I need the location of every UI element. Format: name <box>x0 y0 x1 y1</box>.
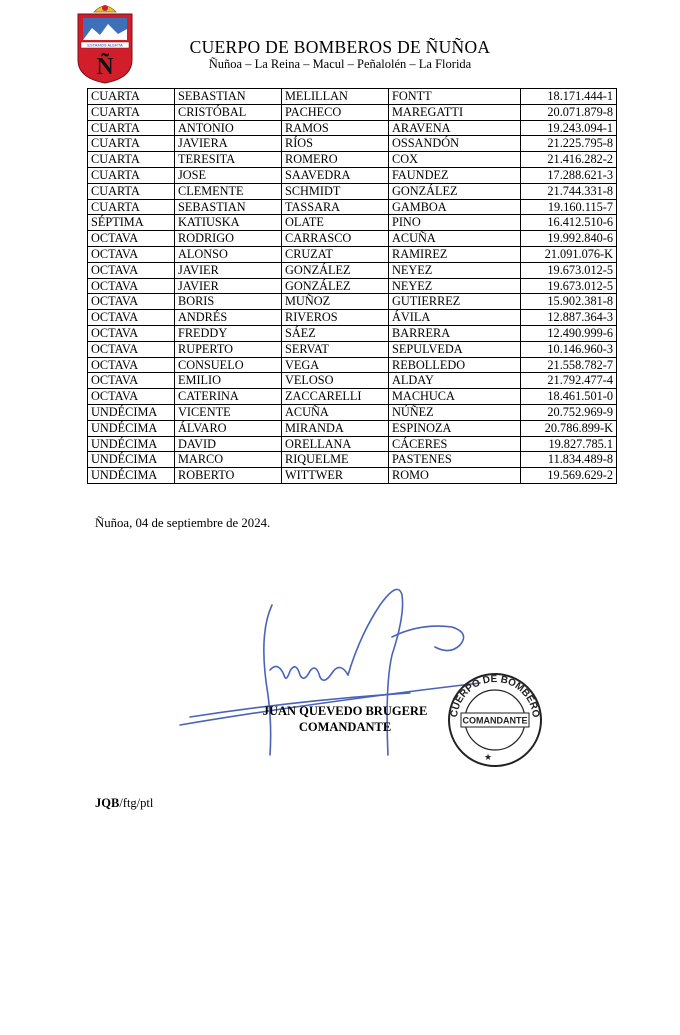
table-row <box>88 136 617 152</box>
second-last-name-cell: REBOLLEDO <box>389 357 521 373</box>
last-name-cell: GONZÁLEZ <box>282 262 389 278</box>
last-name-cell: RAMOS <box>282 120 389 136</box>
company-cell: UNDÉCIMA <box>88 420 175 436</box>
second-last-name-cell: OSSANDÓN <box>389 136 521 152</box>
table-row <box>88 120 617 136</box>
company-cell: CUARTA <box>88 152 175 168</box>
rut-cell: 17.288.621-3 <box>521 167 617 183</box>
rut-cell: 12.887.364-3 <box>521 310 617 326</box>
second-last-name-cell: NEYEZ <box>389 278 521 294</box>
rut-cell: 21.792.477-4 <box>521 373 617 389</box>
first-name-cell: ROBERTO <box>175 468 282 484</box>
initials-rest: /ftg/ptl <box>119 796 154 810</box>
initials-bold: JQB <box>95 796 120 810</box>
last-name-cell: ZACCARELLI <box>282 389 389 405</box>
table-row <box>88 89 617 105</box>
second-last-name-cell: PASTENES <box>389 452 521 468</box>
table-row <box>88 183 617 199</box>
table-row <box>88 310 617 326</box>
first-name-cell: FREDDY <box>175 325 282 341</box>
rut-cell: 19.243.094-1 <box>521 120 617 136</box>
table-row <box>88 420 617 436</box>
logo-banner-text: ESTAMOS ALERTA <box>87 42 123 48</box>
letterhead <box>140 38 540 72</box>
company-cell: OCTAVA <box>88 310 175 326</box>
company-cell: UNDÉCIMA <box>88 436 175 452</box>
company-cell: CUARTA <box>88 120 175 136</box>
last-name-cell: SERVAT <box>282 341 389 357</box>
company-cell: OCTAVA <box>88 294 175 310</box>
rut-cell: 12.490.999-6 <box>521 325 617 341</box>
company-cell: OCTAVA <box>88 246 175 262</box>
company-cell: UNDÉCIMA <box>88 452 175 468</box>
company-cell: UNDÉCIMA <box>88 404 175 420</box>
table-row <box>88 294 617 310</box>
first-name-cell: RUPERTO <box>175 341 282 357</box>
table-row <box>88 468 617 484</box>
last-name-cell: RIVEROS <box>282 310 389 326</box>
rut-cell: 19.992.840-6 <box>521 231 617 247</box>
rut-cell: 19.673.012-5 <box>521 262 617 278</box>
first-name-cell: BORIS <box>175 294 282 310</box>
rut-cell: 16.412.510-6 <box>521 215 617 231</box>
last-name-cell: ORELLANA <box>282 436 389 452</box>
stamp-center-text: COMANDANTE <box>462 715 528 726</box>
table-row <box>88 152 617 168</box>
second-last-name-cell: GUTIERREZ <box>389 294 521 310</box>
last-name-cell: CRUZAT <box>282 246 389 262</box>
last-name-cell: SAAVEDRA <box>282 167 389 183</box>
first-name-cell: ANTONIO <box>175 120 282 136</box>
rut-cell: 10.146.960-3 <box>521 341 617 357</box>
second-last-name-cell: FAUNDEZ <box>389 167 521 183</box>
table-row <box>88 452 617 468</box>
company-cell: UNDÉCIMA <box>88 468 175 484</box>
company-cell: OCTAVA <box>88 389 175 405</box>
second-last-name-cell: RAMIREZ <box>389 246 521 262</box>
table-row <box>88 246 617 262</box>
first-name-cell: ALONSO <box>175 246 282 262</box>
last-name-cell: TASSARA <box>282 199 389 215</box>
company-cell: OCTAVA <box>88 341 175 357</box>
second-last-name-cell: MAREGATTI <box>389 104 521 120</box>
company-cell: CUARTA <box>88 136 175 152</box>
table-row <box>88 357 617 373</box>
organization-name: CUERPO DE BOMBEROS DE ÑUÑOA <box>189 37 491 57</box>
communes-subtitle: Ñuñoa – La Reina – Macul – Peñalolén – La Florida <box>208 57 472 71</box>
last-name-cell: CARRASCO <box>282 231 389 247</box>
company-cell: CUARTA <box>88 104 175 120</box>
second-last-name-cell: CÁCERES <box>389 436 521 452</box>
last-name-cell: WITTWER <box>282 468 389 484</box>
last-name-cell: ACUÑA <box>282 404 389 420</box>
last-name-cell: VELOSO <box>282 373 389 389</box>
personnel-table-body <box>88 89 617 484</box>
company-cell: CUARTA <box>88 167 175 183</box>
first-name-cell: JAVIERA <box>175 136 282 152</box>
first-name-cell: SEBASTIAN <box>175 89 282 105</box>
table-row <box>88 325 617 341</box>
stamp-ring-text: CUERPO DE BOMBERO <box>449 673 542 719</box>
last-name-cell: GONZÁLEZ <box>282 278 389 294</box>
first-name-cell: RODRIGO <box>175 231 282 247</box>
rut-cell: 19.827.785.1 <box>521 436 617 452</box>
second-last-name-cell: MACHUCA <box>389 389 521 405</box>
company-cell: OCTAVA <box>88 231 175 247</box>
handwritten-signature <box>160 575 493 770</box>
rut-cell: 21.744.331-8 <box>521 183 617 199</box>
second-last-name-cell: SEPULVEDA <box>389 341 521 357</box>
first-name-cell: CATERINA <box>175 389 282 405</box>
second-last-name-cell: ACUÑA <box>389 231 521 247</box>
rut-cell: 21.091.076-K <box>521 246 617 262</box>
logo-letter: Ñ <box>96 54 114 80</box>
reference-initials <box>95 796 153 811</box>
second-last-name-cell: GONZÁLEZ <box>389 183 521 199</box>
last-name-cell: MUÑOZ <box>282 294 389 310</box>
first-name-cell: JOSE <box>175 167 282 183</box>
second-last-name-cell: FONTT <box>389 89 521 105</box>
second-last-name-cell: BARRERA <box>389 325 521 341</box>
table-row <box>88 278 617 294</box>
company-cell: CUARTA <box>88 89 175 105</box>
first-name-cell: JAVIER <box>175 278 282 294</box>
first-name-cell: ÁLVARO <box>175 420 282 436</box>
table-row <box>88 341 617 357</box>
table-row <box>88 104 617 120</box>
last-name-cell: VEGA <box>282 357 389 373</box>
signer-title: COMANDANTE <box>298 720 392 734</box>
first-name-cell: KATIUSKA <box>175 215 282 231</box>
signer-block <box>240 703 450 735</box>
first-name-cell: JAVIER <box>175 262 282 278</box>
rut-cell: 18.461.501-0 <box>521 389 617 405</box>
last-name-cell: MELILLAN <box>282 89 389 105</box>
table-row <box>88 231 617 247</box>
first-name-cell: SEBASTIAN <box>175 199 282 215</box>
last-name-cell: OLATE <box>282 215 389 231</box>
table-row <box>88 373 617 389</box>
second-last-name-cell: NEYEZ <box>389 262 521 278</box>
table-row <box>88 215 617 231</box>
second-last-name-cell: GAMBOA <box>389 199 521 215</box>
rut-cell: 19.160.115-7 <box>521 199 617 215</box>
second-last-name-cell: ROMO <box>389 468 521 484</box>
company-cell: OCTAVA <box>88 325 175 341</box>
first-name-cell: DAVID <box>175 436 282 452</box>
company-cell: CUARTA <box>88 183 175 199</box>
rut-cell: 21.558.782-7 <box>521 357 617 373</box>
second-last-name-cell: PINO <box>389 215 521 231</box>
last-name-cell: RÍOS <box>282 136 389 152</box>
rut-cell: 15.902.381-8 <box>521 294 617 310</box>
company-cell: OCTAVA <box>88 357 175 373</box>
table-row <box>88 389 617 405</box>
rut-cell: 19.569.629-2 <box>521 468 617 484</box>
first-name-cell: VICENTE <box>175 404 282 420</box>
company-cell: OCTAVA <box>88 262 175 278</box>
first-name-cell: CONSUELO <box>175 357 282 373</box>
company-cell: OCTAVA <box>88 373 175 389</box>
last-name-cell: SCHMIDT <box>282 183 389 199</box>
last-name-cell: SÁEZ <box>282 325 389 341</box>
first-name-cell: ANDRÉS <box>175 310 282 326</box>
rut-cell: 21.225.795-8 <box>521 136 617 152</box>
table-row <box>88 404 617 420</box>
last-name-cell: ROMERO <box>282 152 389 168</box>
first-name-cell: CRISTÓBAL <box>175 104 282 120</box>
signer-name: JUAN QUEVEDO BRUGERE <box>262 704 428 718</box>
org-logo <box>74 2 136 84</box>
table-row <box>88 167 617 183</box>
first-name-cell: CLEMENTE <box>175 183 282 199</box>
company-cell: CUARTA <box>88 199 175 215</box>
rut-cell: 18.171.444-1 <box>521 89 617 105</box>
second-last-name-cell: ALDAY <box>389 373 521 389</box>
personnel-table <box>87 88 617 484</box>
table-row <box>88 436 617 452</box>
second-last-name-cell: NÚÑEZ <box>389 404 521 420</box>
rut-cell: 20.071.879-8 <box>521 104 617 120</box>
first-name-cell: TERESITA <box>175 152 282 168</box>
rut-cell: 21.416.282-2 <box>521 152 617 168</box>
company-cell: OCTAVA <box>88 278 175 294</box>
rut-cell: 19.673.012-5 <box>521 278 617 294</box>
second-last-name-cell: ESPINOZA <box>389 420 521 436</box>
second-last-name-cell: ARAVENA <box>389 120 521 136</box>
rut-cell: 20.752.969-9 <box>521 404 617 420</box>
second-last-name-cell: COX <box>389 152 521 168</box>
first-name-cell: MARCO <box>175 452 282 468</box>
last-name-cell: RIQUELME <box>282 452 389 468</box>
second-last-name-cell: ÁVILA <box>389 310 521 326</box>
company-cell: SÉPTIMA <box>88 215 175 231</box>
stamp-star: ★ <box>483 753 493 763</box>
date-line: Ñuñoa, 04 de septiembre de 2024. <box>95 516 271 530</box>
rut-cell: 20.786.899-K <box>521 420 617 436</box>
last-name-cell: PACHECO <box>282 104 389 120</box>
official-stamp <box>443 668 547 773</box>
table-row <box>88 262 617 278</box>
table-row <box>88 199 617 215</box>
rut-cell: 11.834.489-8 <box>521 452 617 468</box>
first-name-cell: EMILIO <box>175 373 282 389</box>
last-name-cell: MIRANDA <box>282 420 389 436</box>
